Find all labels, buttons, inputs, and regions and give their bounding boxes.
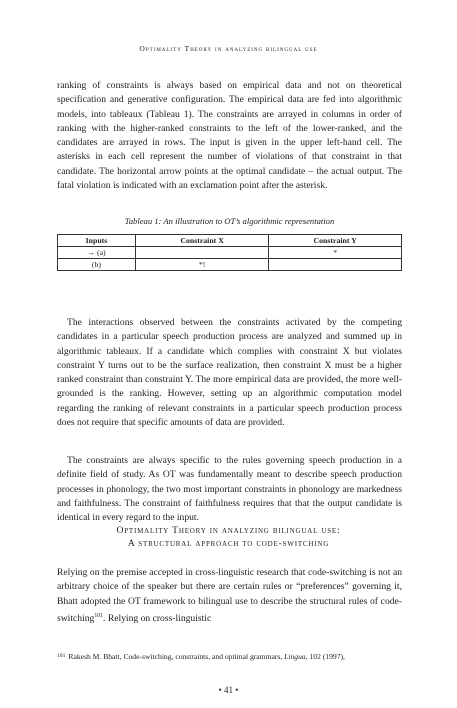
table-cell: (b)	[58, 259, 136, 271]
paragraph-3-text: The constraints are always specific to the rules governing speech production in a definite field of study. As OT was fundamentally meant to describe speech production processes in phonology, the two most important constraints in phonology are markedness and faithfulness. The constraint of faithfulness requires that that the output candidate is identical in every regard to the input.	[57, 455, 402, 524]
footnote	[57, 652, 402, 661]
paragraph-1: ranking of constraints is always based on empirical data and not on theoretical specification and generative configuration. The empirical data are fed into algorithmic models, into tableaux (Tableau 1). The constraints are arrayed in columns in order of ranking with the higher-ranked constraints to the left of the lower-ranked, and the candidates are arrayed in rows. The input is given in the upper left-hand cell. The asterisks in each cell represent the number of violations of that constraint in that candidate. The horizontal arrow points at the optimal candidate – the actual output. The fatal violation is indicated with an exclamation point after the asterisk.	[57, 80, 402, 192]
paragraph-4	[57, 566, 402, 626]
section-title	[0, 524, 457, 550]
paragraph-2	[57, 316, 402, 430]
table-header-row	[58, 235, 402, 247]
page-number: • 41 •	[218, 685, 239, 695]
header-inputs: Inputs	[58, 235, 136, 247]
table-cell	[269, 259, 402, 271]
table-row	[58, 247, 402, 259]
ot-tableau	[57, 234, 402, 271]
paragraph-2-text: The interactions observed between the constraints activated by the competing candidates in a particular speech production process are analyzed and summed up in algorithmic tableaux. If a candidate which complies with constraint X but violates constraint Y turns out to be the surface realization, then constraint X must be a higher ranked constraint than constraint Y. The more empirical data are provided, the more well-grounded is the ranking. However, setting up an algorithmic computation model regarding the ranking of relevant constraints in a particular speech production process does not require that specific amounts of data are provided.	[57, 317, 402, 429]
footnote-marker[interactable]: 101	[94, 612, 104, 619]
paragraph-4-end: . Relying on cross-linguistic	[103, 612, 212, 624]
running-head: Optimality Theory in analyzing bilingual use	[139, 44, 318, 53]
footnote-text-after: , 102 (1997),	[305, 652, 345, 661]
footnote-number: 101	[57, 653, 66, 659]
paragraph-4-text: Relying on the premise accepted in cross-linguistic research that code-switching is not an arbitrary choice of the speaker but there are certain rules or “preferences” governing it, Bhatt adopted the OT framework to bilingual use to describe the structural rules of code-switching	[57, 567, 402, 624]
table-cell: *	[269, 247, 402, 259]
table-caption: Tableau 1: An illustration to OT’s algorithmic representation	[124, 216, 335, 226]
footnote-text-before: Rakesh M. Bhatt, Code-switching, constraints, and optimal grammars,	[68, 652, 285, 661]
table-cell: → (a)	[58, 247, 136, 259]
header-constraint-y: Constraint Y	[269, 235, 402, 247]
table-cell	[135, 247, 268, 259]
paragraph-3	[57, 454, 402, 525]
footnote-journal: Lingua	[284, 652, 306, 661]
table-row	[58, 259, 402, 271]
table-cell: *!	[135, 259, 268, 271]
header-constraint-x: Constraint X	[135, 235, 268, 247]
section-title-line-2: A structural approach to code-switching	[127, 538, 330, 549]
section-title-line-1: Optimality Theory in analyzing bilingual use:	[116, 525, 341, 536]
